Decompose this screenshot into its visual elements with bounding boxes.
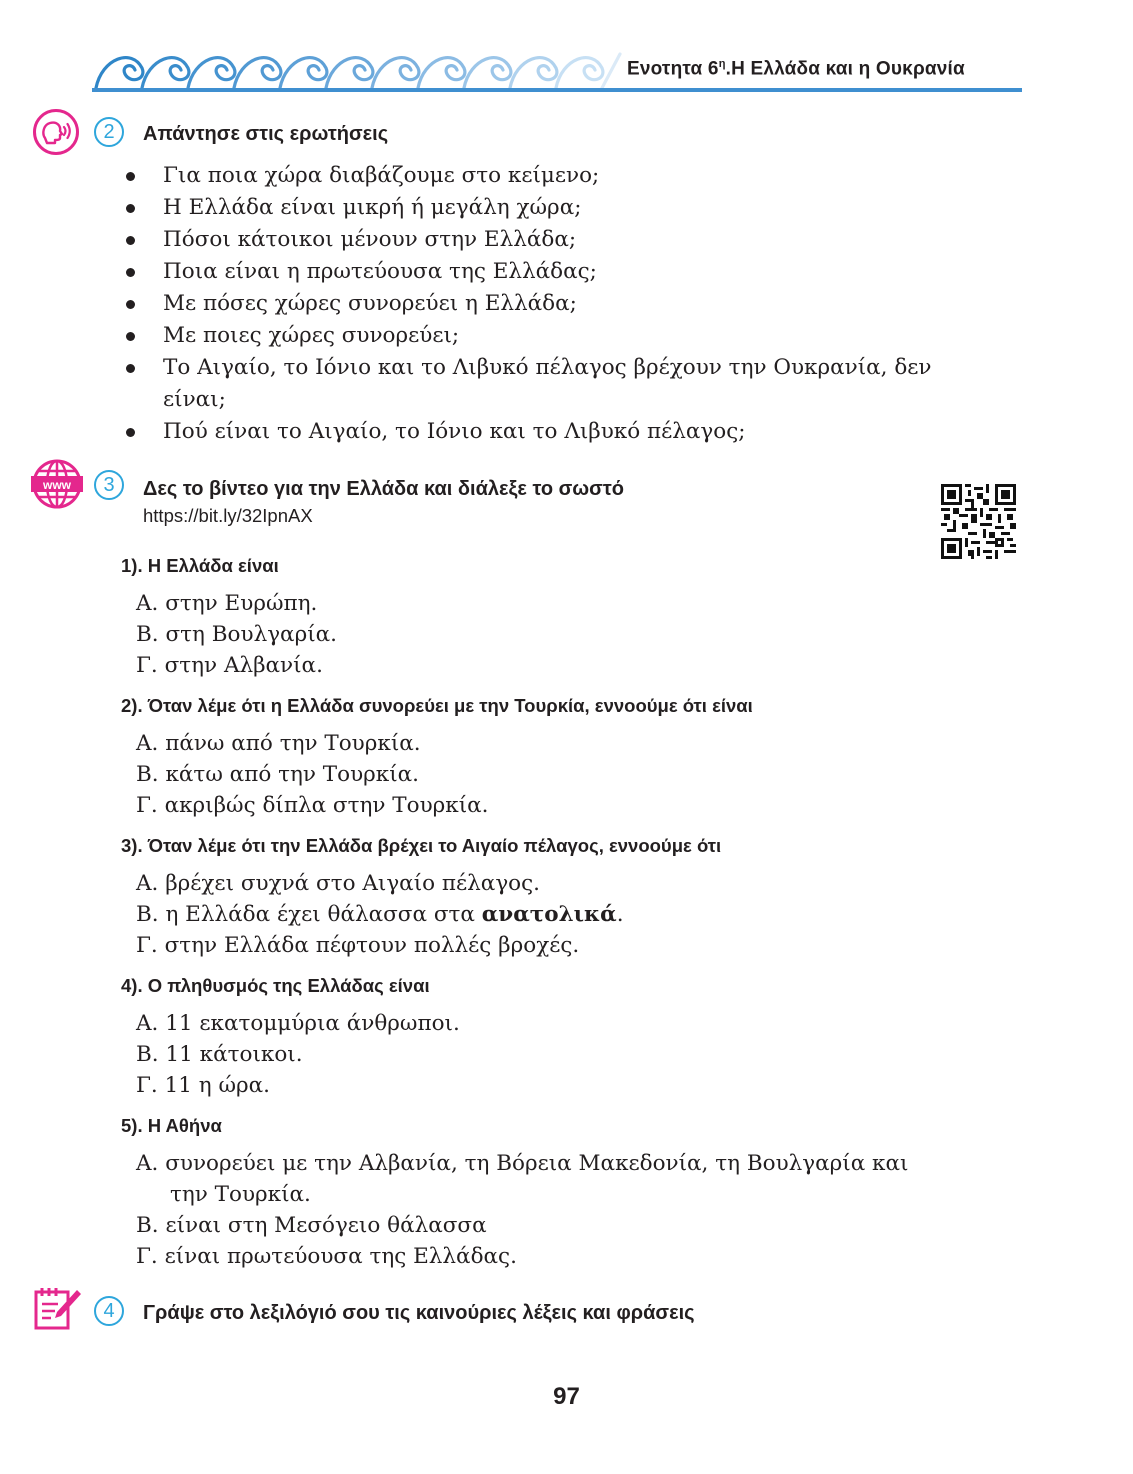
quiz-option: Β. στη Βουλγαρία. — [136, 622, 337, 647]
exercise-number: 3 — [94, 470, 124, 500]
quiz-option: Γ. 11 η ώρα. — [136, 1073, 271, 1098]
quiz-question: 5). Η Αθήνα — [121, 1115, 222, 1136]
quiz-option: Γ. στην Ελλάδα πέφτουν πολλές βροχές. — [136, 933, 580, 958]
emphasis-word: ανατολικά — [481, 902, 617, 927]
list-item: Πόσοι κάτοικοι μένουν στην Ελλάδα; — [126, 224, 1026, 256]
quiz-question: 4). Ο πληθυσμός της Ελλάδας είναι — [121, 975, 430, 996]
video-link[interactable]: https://bit.ly/32IpnAX — [143, 505, 313, 526]
www-globe-icon — [31, 459, 83, 509]
quiz-question: 1). Η Ελλάδα είναι — [121, 555, 279, 576]
exercise-number: 2 — [94, 117, 124, 147]
quiz-option: Α. στην Ευρώπη. — [136, 591, 318, 616]
exercise-number: 4 — [94, 1296, 124, 1326]
questions-list — [126, 160, 1026, 448]
svg-text:www: www — [42, 478, 72, 492]
quiz-question: 2). Όταν λέμε ότι η Ελλάδα συνορεύει με την Τουρκία, εννοούμε ότι είναι — [121, 695, 753, 716]
quiz-option: Β. είναι στη Μεσόγειο θάλασσα — [136, 1213, 487, 1238]
speaking-icon — [32, 108, 80, 156]
exercise-title: Γράψε στο λεξιλόγιό σου τις καινούριες λέξεις και φράσεις — [143, 1302, 695, 1324]
quiz-option: Α. βρέχει συχνά στο Αιγαίο πέλαγος. — [136, 871, 540, 896]
quiz-option: Β. κάτω από την Τουρκία. — [136, 762, 420, 787]
list-item: Το Αιγαίο, το Ιόνιο και το Λιβυκό πέλαγος βρέχουν την Ουκρανία, δεν είναι; — [126, 352, 1026, 416]
header-divider — [92, 88, 1022, 92]
qr-code-icon[interactable] — [941, 484, 1016, 559]
quiz-option: Γ. ακριβώς δίπλα στην Τουρκία. — [136, 793, 489, 818]
quiz-option: Β. 11 κάτοικοι. — [136, 1042, 303, 1067]
list-item: Ποια είναι η πρωτεύουσα της Ελλάδας; — [126, 256, 1026, 288]
quiz-option: Α. πάνω από την Τουρκία. — [136, 731, 421, 756]
list-item: Για ποια χώρα διαβάζουμε στο κείμενο; — [126, 160, 1026, 192]
exercise-title: Απάντησε στις ερωτήσεις — [143, 123, 389, 145]
page-number: 97 — [553, 1383, 580, 1410]
wave-ornament — [92, 48, 622, 90]
quiz-option: Α. συνορεύει με την Αλβανία, τη Βόρεια Μακεδονία, τη Βουλγαρία και την Τουρκία. — [136, 1151, 909, 1207]
list-item: Η Ελλάδα είναι μικρή ή μεγάλη χώρα; — [126, 192, 1026, 224]
writing-notebook-icon — [33, 1286, 83, 1332]
quiz-option: Β. η Ελλάδα έχει θάλασσα στα ανατολικά. — [136, 902, 624, 927]
bullet — [126, 428, 135, 437]
bullet — [126, 236, 135, 245]
bullet — [126, 172, 135, 181]
unit-title: Ενοτητα $6^\eta.H$ Ελλάδα και η Ουκρανία — [627, 58, 965, 80]
bullet — [126, 268, 135, 277]
quiz-option: Γ. είναι πρωτεύουσα της Ελλάδας. — [136, 1244, 517, 1269]
list-item: Με πόσες χώρες συνορεύει η Ελλάδα; — [126, 288, 1026, 320]
quiz-option: Γ. στην Αλβανία. — [136, 653, 323, 678]
quiz-option: Α. 11 εκατομμύρια άνθρωποι. — [136, 1011, 460, 1036]
exercise-title: Δες το βίντεο για την Ελλάδα και διάλεξε το σωστό — [143, 478, 625, 500]
quiz-question: 3). Όταν λέμε ότι την Ελλάδα βρέχει το Αιγαίο πέλαγος, εννοούμε ότι — [121, 835, 722, 856]
list-item: Πού είναι το Αιγαίο, το Ιόνιο και το Λιβυκό πέλαγος; — [126, 416, 1026, 448]
bullet — [126, 364, 135, 373]
bullet — [126, 204, 135, 213]
bullet — [126, 300, 135, 309]
list-item: Με ποιες χώρες συνορεύει; — [126, 320, 1026, 352]
bullet — [126, 332, 135, 341]
